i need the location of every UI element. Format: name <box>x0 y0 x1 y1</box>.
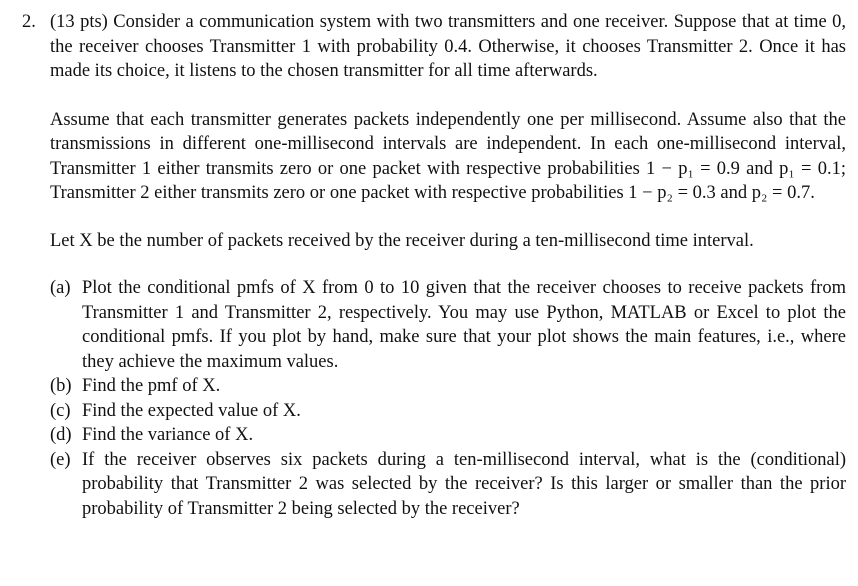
subquestion-c <box>50 399 846 424</box>
definition-paragraph: Let X be the number of packets received by the receiver during a ten-millisecond time interval. <box>50 230 754 251</box>
subquestion-text: Plot the conditional pmfs of X from 0 to 10 given that the receiver chooses to receive packets from Transmitter 1 and Transmitter 2, respectively. You may use Python, MATLAB or Excel to plot the conditional pmfs. If you plot by hand, make sure that your plot shows the main features, i.e., where they achieve the maximum values. <box>82 278 846 372</box>
subquestion-label: (d) <box>50 425 72 445</box>
subquestion-text: Find the expected value of X. <box>82 400 301 421</box>
subquestion-text: If the receiver observes six packets during a ten-millisecond interval, what is the (conditional) probability that Transmitter 2 was selected by the receiver? Is this larger or smaller than the prior probability of Transmitter 2 being selected by the receiver? <box>82 449 846 519</box>
subquestion-a <box>50 276 846 374</box>
problem-intro-paragraph: (13 pts) Consider a communication system with two transmitters and one receiver. Suppose that at time 0, the receiver chooses Transmitter 1 with probability 0.4. Otherwise, it chooses Transmitter 2. Once it has made its choice, it listens to the chosen transmitter for all time afterwards. <box>50 12 846 81</box>
subquestion-list <box>50 276 846 521</box>
subquestion-label: (e) <box>50 449 71 470</box>
subquestion-text: Find the variance of X. <box>82 425 254 445</box>
subquestion-label: (c) <box>50 400 71 421</box>
subquestion-text: Find the pmf of X. <box>82 376 221 396</box>
subquestion-d <box>50 423 846 448</box>
subquestion-b <box>50 374 846 399</box>
assumptions-paragraph: Assume that each transmitter generates packets independently one per millisecond. Assume also that the transmissions in different one-millisecond intervals are independent. In each one-millisecond interval, Transmitter 1 either transmits zero or one packet with respective probabilities 1 − p₁ = 0.9 and p₁ = 0.1; Transmitter 2 either transmits zero or one packet with respective probabilities 1 − p₂ = 0.3 and p₂ = 0.7. <box>50 109 846 203</box>
subquestion-e <box>50 448 846 522</box>
problem-body <box>50 10 846 521</box>
subquestion-label: (a) <box>50 278 71 298</box>
problem-2 <box>22 10 846 521</box>
problem-number: 2. <box>22 12 36 32</box>
subquestion-label: (b) <box>50 376 72 396</box>
